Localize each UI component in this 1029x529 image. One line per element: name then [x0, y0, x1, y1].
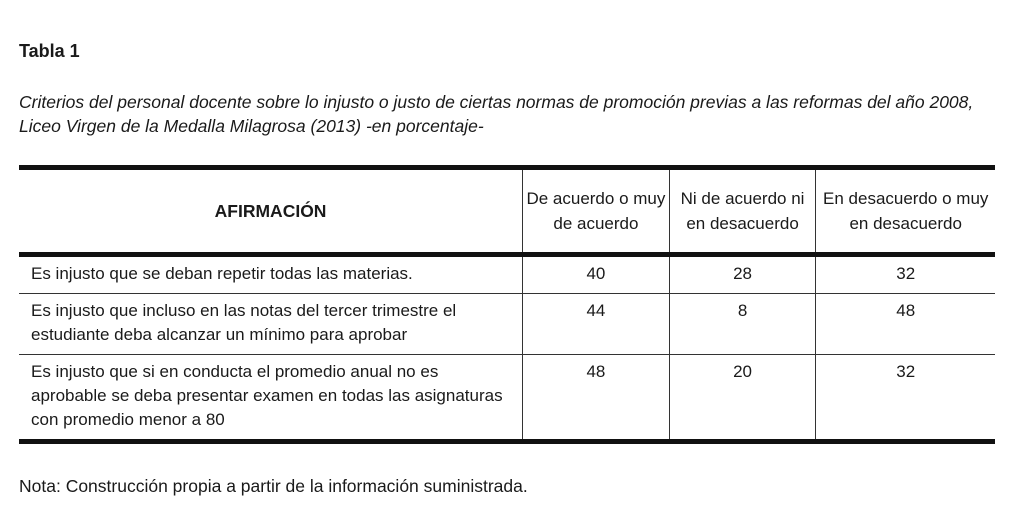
header-row	[19, 168, 995, 255]
row-value-neutral: 28	[669, 255, 816, 294]
header-disagree: En desacuerdo o muy en desacuerdo	[816, 168, 995, 255]
row-value-agree: 44	[523, 294, 670, 355]
row-value-agree: 48	[523, 355, 670, 442]
table-caption: Criterios del personal docente sobre lo injusto o justo de ciertas normas de promoción previas a las reformas del año 2008, Liceo Virgen de la Medalla Milagrosa (2013) -en porcentaje-	[19, 92, 974, 136]
table-row	[19, 355, 995, 442]
header-agree: De acuerdo o muy de acuerdo	[523, 168, 670, 255]
header-neutral: Ni de acuerdo ni en desacuerdo	[669, 168, 816, 255]
row-value-neutral: 20	[669, 355, 816, 442]
table-body	[19, 255, 995, 442]
row-value-disagree: 32	[816, 255, 995, 294]
row-value-disagree: 48	[816, 294, 995, 355]
table-note: Nota: Construcción propia a partir de la información suministrada.	[19, 476, 528, 496]
table-row	[19, 294, 995, 355]
data-table	[19, 165, 995, 444]
table-row	[19, 255, 995, 294]
row-value-neutral: 8	[669, 294, 816, 355]
row-value-agree: 40	[523, 255, 670, 294]
row-statement: Es injusto que se deban repetir todas las materias.	[31, 264, 413, 283]
table-label: Tabla 1	[19, 41, 80, 61]
row-statement: Es injusto que si en conducta el promedio anual no es aprobable se deba presentar examen en todas las asignaturas con promedio menor a 80	[31, 362, 503, 429]
table-header	[19, 168, 995, 255]
header-affirmation: AFIRMACIÓN	[214, 200, 327, 221]
row-statement: Es injusto que incluso en las notas del tercer trimestre el estudiante deba alcanzar un mínimo para aprobar	[31, 301, 457, 344]
row-value-disagree: 32	[816, 355, 995, 442]
